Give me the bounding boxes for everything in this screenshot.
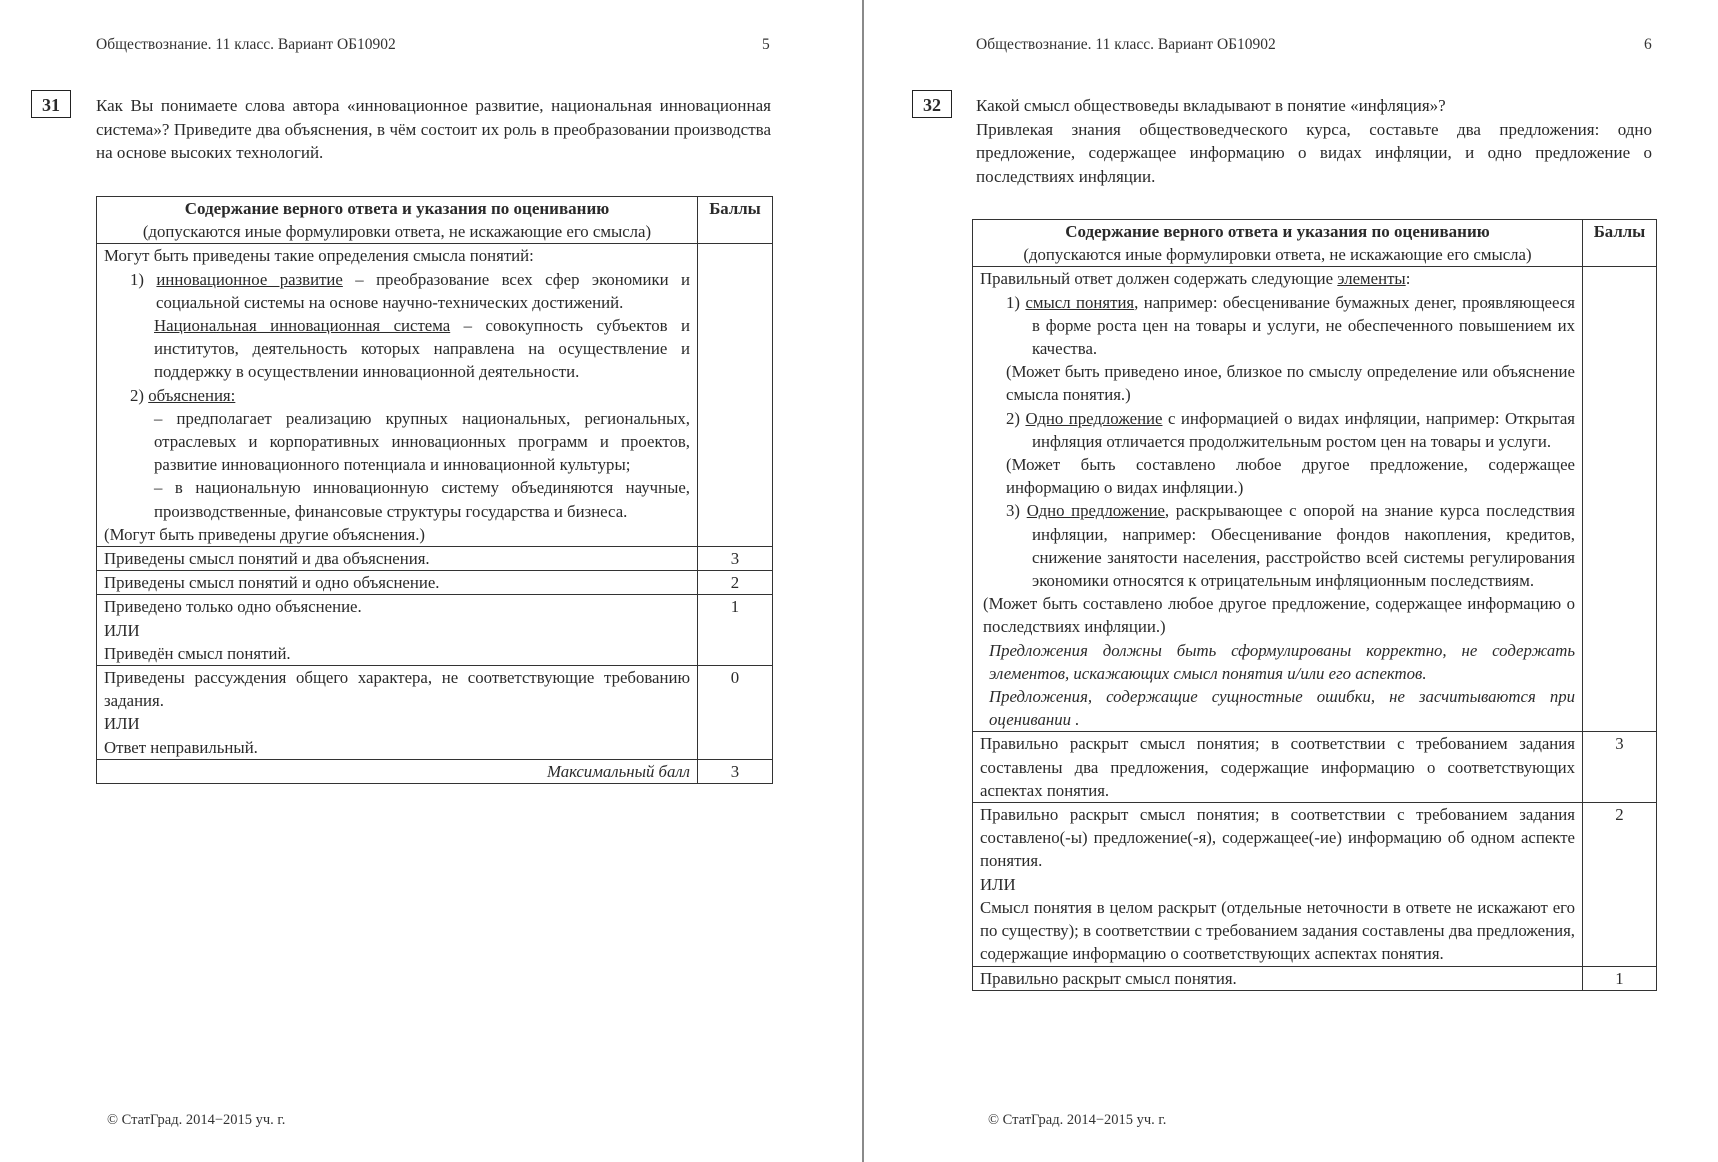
criterion-line: ИЛИ: [104, 620, 140, 640]
score: 0: [698, 666, 773, 760]
criterion-line: Приведены рассуждения общего характера, не соответствующие требованию задания.: [104, 668, 690, 711]
question-line-1: Какой смысл обществоведы вкладывают в понятие «инфляция»?: [976, 96, 1446, 115]
term: смысл понятия: [1025, 292, 1135, 312]
score-row: [97, 595, 773, 666]
score-row: [97, 666, 773, 760]
criterion-line: Смысл понятия в целом раскрыт (отдельные неточности в ответе не искажают его по существу); в соответствии с требованием задания составлены два предложения, содержащие информацию о соответствующих аспектах понятия.: [980, 897, 1575, 964]
criterion: [97, 666, 698, 760]
content-note-1: (Может быть приведено иное, близкое по смыслу определение или объяснение смысла понятия.): [1006, 362, 1575, 405]
definition: – совокупность субъектов и институтов, деятельность которых направлена на осуществление и поддержку в осуществлении инновационной деятельности.: [154, 316, 691, 382]
score: 3: [698, 547, 773, 571]
header-score: Баллы: [1593, 222, 1646, 241]
item-number: 2): [1006, 408, 1020, 428]
page-footer: © СтатГрад. 2014−2015 уч. г.: [107, 1112, 286, 1128]
header-note: (допускаются иные формулировки ответа, не искажающие его смысла): [142, 222, 652, 242]
page-number: 6: [1644, 36, 1652, 53]
content-note-3: (Может быть составлено любое другое предложение, содержащее информацию о последствиях инфляции.): [983, 594, 1575, 637]
page-footer: © СтатГрад. 2014−2015 уч. г.: [988, 1112, 1167, 1128]
header-title: Содержание верного ответа и указания по оцениванию: [1065, 222, 1490, 241]
question-text: Как Вы понимаете слова автора «инновационное развитие, национальная инновационная система»? Приведите два объяснения, в чём состоит их роль в преобразовании производства на основе высоких технологий.: [96, 96, 771, 162]
criterion: Приведены смысл понятий и два объяснения.: [97, 547, 698, 571]
question-line-2: Привлекая знания обществоведческого курса, составьте два предложения: одно предложение, содержащее информацию о видах инфляции, и одно предложение о последствиях инфляции.: [976, 119, 1652, 186]
italic-note-2: Предложения, содержащие сущностные ошибки, не засчитываются при оценивании .: [989, 687, 1575, 730]
criterion-line: ИЛИ: [104, 714, 140, 734]
header-score: Баллы: [709, 199, 761, 218]
answer-content-row: [973, 267, 1657, 732]
content-item-2: [130, 384, 690, 407]
content-item-1b: [104, 314, 690, 384]
item-number: 3): [1006, 501, 1020, 521]
page-header: Обществознание. 11 класс. Вариант ОБ10902: [96, 36, 396, 53]
content-note: (Могут быть приведены другие объяснения.): [104, 524, 425, 544]
intro-text: Правильный ответ должен содержать следующие: [980, 269, 1338, 289]
criterion-line: Правильно раскрыт смысл понятия; в соответствии с требованием задания составлено(-ы) предложение(-я), содержащее(-ие) информацию об одном аспекте понятия.: [980, 805, 1575, 871]
score-row: [97, 571, 773, 595]
page-divider: [862, 0, 864, 1162]
content-intro: [980, 267, 1575, 290]
score: 2: [698, 571, 773, 595]
criterion: [97, 595, 698, 666]
table-header-row: [973, 220, 1657, 267]
intro-term: элементы: [1337, 269, 1406, 289]
term: Одно предложение: [1025, 408, 1163, 428]
content-item-1: [130, 268, 690, 314]
criteria-table: [96, 196, 773, 784]
criterion-line: Приведён смысл понятий.: [104, 643, 291, 663]
score-row: [97, 547, 773, 571]
term: инновационное развитие: [156, 269, 343, 289]
score: 1: [698, 595, 773, 666]
criterion: Правильно раскрыт смысл понятия; в соответствии с требованием задания составлены два предложения, содержащие информацию о соответствующих аспектах понятия.: [973, 732, 1583, 803]
header-title: Содержание верного ответа и указания по оцениванию: [184, 199, 610, 218]
max-score-label: Максимальный балл: [97, 759, 698, 783]
definition: , раскрывающее с опорой на знание курса последствия инфляции, например: Обесценивание фондов накопления, кредитов, снижение занятости населения, расстройство всей системы регулирования экономики относятся к отрицательным инфляционным последствиям.: [1032, 501, 1576, 591]
explanation-2: – в национальную инновационную систему объединяются научные, производственные, финансовые структуры государства и бизнеса.: [154, 478, 690, 521]
content-item-3: [1006, 499, 1575, 592]
content-item-2: [1006, 407, 1575, 453]
content-item-1: [1006, 291, 1575, 361]
score: 1: [1583, 966, 1657, 990]
term: Одно предложение: [1026, 501, 1165, 521]
score-row: [973, 966, 1657, 990]
score-row: [973, 732, 1657, 803]
item-number: 2): [130, 385, 144, 405]
term: объяснения:: [148, 385, 236, 405]
criterion: [973, 803, 1583, 966]
explanation-1: – предполагает реализацию крупных национальных, региональных, отраслевых и корпоративных инновационных программ и проектов, развитие инновационного потенциала и инновационной культуры;: [154, 408, 690, 475]
item-number: 1): [1006, 292, 1020, 312]
score: 2: [1583, 803, 1657, 966]
definition: , например: обесценивание бумажных денег, проявляющееся в форме роста цен на товары и услуги, не обеспеченного повышением их качества.: [1032, 292, 1575, 359]
question-number: 32: [912, 90, 952, 118]
criterion: Приведены смысл понятий и одно объяснение.: [97, 571, 698, 595]
definition: – преобразование всех сфер экономики и социальной системы на основе научно-технических достижений.: [156, 269, 690, 312]
italic-note-1: Предложения должны быть сформулированы корректно, не содержать элементов, искажающих смысл понятия и/или его аспектов.: [989, 640, 1575, 683]
intro-punct: :: [1405, 269, 1411, 289]
answer-content-row: [97, 244, 773, 547]
criterion: Правильно раскрыт смысл понятия.: [973, 966, 1583, 990]
score-row: [973, 803, 1657, 966]
definition: с информацией о видах инфляции, например: Открытая инфляция отличается продолжительным ростом цен на товары и услуги.: [1032, 408, 1575, 451]
question-number: 31: [31, 90, 71, 118]
header-note: (допускаются иные формулировки ответа, не искажающие его смысла): [1023, 245, 1532, 265]
content-intro: Могут быть приведены такие определения смысла понятий:: [104, 246, 534, 266]
criterion-line: Ответ неправильный.: [104, 737, 258, 757]
max-score-row: [97, 759, 773, 783]
table-header-row: [97, 197, 773, 244]
score: 3: [1583, 732, 1657, 803]
content-note-2: (Может быть составлено любое другое предложение, содержащее информацию о видах инфляции.): [1006, 455, 1575, 498]
criterion-line: Приведено только одно объяснение.: [104, 597, 362, 617]
page-header: Обществознание. 11 класс. Вариант ОБ10902: [976, 36, 1276, 53]
item-number: 1): [130, 269, 144, 289]
term: Национальная инновационная система: [154, 316, 451, 336]
page-number: 5: [762, 36, 770, 53]
criteria-table: [972, 219, 1657, 991]
question-text: [976, 94, 1652, 188]
max-score: 3: [698, 759, 773, 783]
criterion-line: ИЛИ: [980, 874, 1016, 894]
